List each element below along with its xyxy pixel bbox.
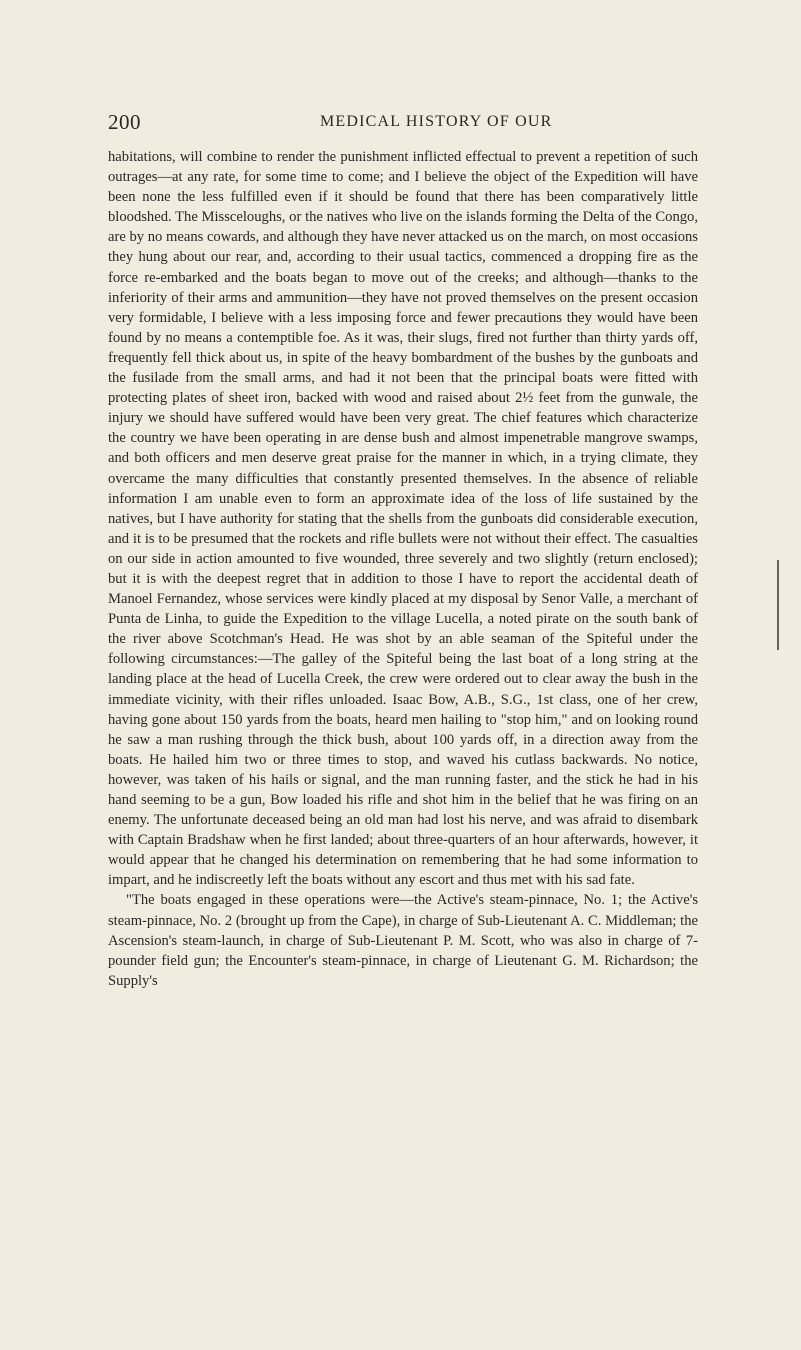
body-text bbox=[108, 147, 698, 991]
page-number: 200 bbox=[108, 110, 141, 134]
paragraph-1: habitations, will combine to render the punishment inflicted effectual to prevent a repetition of such outrages—at any rate, for some time to come; and I believe the object of the Expedition will have been none the less fulfilled even if it should be found that there has been comparatively little bloodshed. The Missceloughs, or the natives who live on the islands forming the Delta of the Congo, are by no means cowards, and although they have never attacked us on the march, on most occasions they hung about our rear, and, according to their usual tactics, commenced a dropping fire as the force re-embarked and the boats began to move out of the creeks; and although—thanks to the inferiority of their arms and ammunition—they have not proved themselves on the present occasion very formidable, I believe with a less imposing force and fewer precautions they would have been found by no means a contemptible foe. As it was, their slugs, fired not further than thirty yards off, frequently fell thick about us, in spite of the heavy bombardment of the bushes by the gunboats and the fusilade from the small arms, and had it not been that the principal boats were fitted with protecting plates of sheet iron, backed with wood and raised about 2½ feet from the gunwale, the injury we should have suffered would have been very great. The chief features which characterize the country we have been operating in are dense bush and almost impenetrable mangrove swamps, and both officers and men deserve great praise for the manner in which, in a trying climate, they overcame the many difficulties that constantly presented themselves. In the absence of reliable information I am unable even to form an approximate idea of the loss of life sustained by the natives, but I have authority for stating that the shells from the gunboats did considerable execution, and it is to be presumed that the rockets and rifle bullets were not without their effect. The casualties on our side in action amounted to five wounded, three severely and two slightly (return enclosed); but it is with the deepest regret that in addition to those I have to report the accidental death of Manoel Fernandez, whose services were kindly placed at my disposal by Senor Valle, a merchant of Punta de Linha, to guide the Expedition to the village Lucella, a noted pirate on the south bank of the river above Scotchman's Head. He was shot by an able seaman of the Spiteful under the following circumstances:—The galley of the Spiteful being the last boat of a long string at the landing place at the head of Lucella Creek, the crew were ordered out to clear away the bush in the immediate vicinity, with their rifles unloaded. Isaac Bow, A.B., S.G., 1st class, one of her crew, having gone about 150 yards from the boats, heard men hailing to "stop him," and on looking round he saw a man rushing through the thick bush, about 100 yards off, in a direction away from the boats. He hailed him two or three times to stop, and waved his cutlass backwards. No notice, however, was taken of his hails or signal, and the man running faster, and the stick he had in his hand seeming to be a gun, Bow loaded his rifle and shot him in the belief that he was firing on an enemy. The unfortunate deceased being an old man had lost his nerve, and was afraid to disembark with Captain Bradshaw when he first landed; about three-quarters of an hour afterwards, however, it would appear that he changed his determination on remembering that he had some information to impart, and he indiscreetly left the boats without any escort and thus met with his sad fate. bbox=[108, 149, 698, 889]
page-header bbox=[0, 110, 801, 140]
paragraph-2: "The boats engaged in these operations were—the Active's steam-pinnace, No. 1; the Active's steam-pinnace, No. 2 (brought up from the Cape), in charge of Sub-Lieutenant A. C. Middleman; the Ascension's steam-launch, in charge of Sub-Lieutenant P. M. Scott, who was also in charge of 7-pounder field gun; the Encounter's steam-pinnace, in charge of Lieutenant G. M. Richardson; the Supply's bbox=[108, 892, 698, 989]
running-head: MEDICAL HISTORY OF OUR bbox=[320, 113, 553, 130]
page-edge-mark bbox=[777, 560, 779, 650]
